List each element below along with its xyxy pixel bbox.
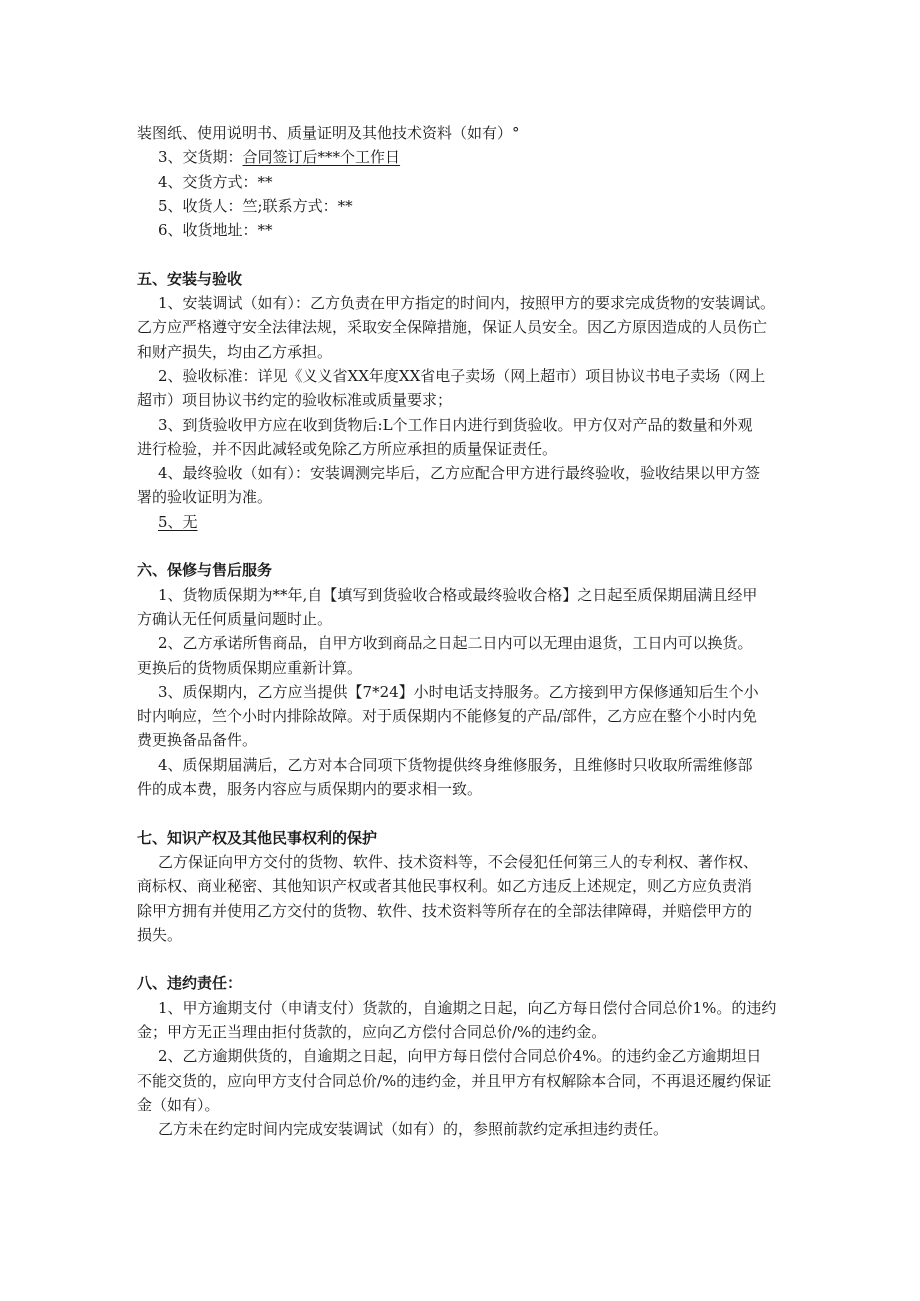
section-heading-liability: 八、违约责任：: [137, 974, 243, 993]
section-heading-ip: 七、知识产权及其他民事权利的保护: [137, 828, 378, 847]
paragraph-line: 除甲方拥有并使用乙方交付的货物、软件、技术资料等所存在的全部法律障碍，并赔偿甲方的: [137, 901, 753, 920]
list-item-none: [137, 510, 794, 534]
paragraph-line: 乙方未在约定时间内完成安装调试（如有）的，参照前款约定承担违约责任。: [158, 1120, 669, 1139]
paragraph-line: 1、安装调试（如有）：乙方负责在甲方指定的时间内，按照甲方的要求完成货物的安装调试。: [158, 294, 776, 313]
paragraph-line: 乙方应严格遵守安全法律法规，采取安全保障措施，保证人员安全。因乙方原因造成的人员伤亡: [137, 318, 768, 337]
paragraph-line: 1、货物质保期为**年,自【填写到货验收合格或最终验收合格】之日起至质保期届满且经甲: [158, 585, 758, 604]
delivery-address-item: 6、收货地址：**: [158, 221, 273, 240]
paragraph-line: 署的验收证明为准。: [137, 488, 273, 507]
paragraph-line: 进行检验，并不因此减轻或免除乙方所应承担的质量保证责任。: [137, 439, 558, 458]
paragraph-line: 费更换备品备件。: [137, 731, 258, 750]
delivery-method-item: 4、交货方式：**: [158, 172, 273, 191]
paragraph-line: 时内响应，竺个小时内排除故障。对于质保期内不能修复的产品/部件，乙方应在整个小时内免: [137, 707, 758, 726]
paragraph-line: 乙方保证向甲方交付的货物、软件、技术资料等，不会侵犯任何第三人的专利权、著作权、: [158, 852, 759, 871]
paragraph-line: 2、乙方承诺所售商品，自甲方收到商品之日起二日内可以无理由退货，工日内可以换货。: [158, 634, 753, 653]
delivery-period-item: [137, 145, 794, 169]
paragraph-line: 金（如有）。: [137, 1095, 220, 1114]
paragraph-line: 金；甲方无正当理由拒付货款的，应向乙方偿付合同总价/%的违约金。: [137, 1022, 607, 1041]
paragraph-line: 2、乙方逾期供货的，自逾期之日起，向甲方每日偿付合同总价4%。的违约金乙方逾期坦日: [158, 1047, 762, 1066]
section-heading-installation: 五、安装与验收: [137, 269, 243, 288]
none-item-text: 5、无: [158, 512, 198, 531]
paragraph-line: 损失。: [137, 925, 183, 944]
paragraph-line: 商标权、商业秘密、其他知识产权或者其他民事权利。如乙方违反上述规定，则乙方应负责消: [137, 877, 753, 896]
paragraph-line: 超市）项目协议书约定的验收标准或质量要求；: [137, 391, 453, 410]
paragraph-line: 件的成本费，服务内容应与质保期内的要求相一致。: [137, 780, 483, 799]
paragraph-line: 4、最终验收（如有）：安装调测完毕后，乙方应配合甲方进行最终验收，验收结果以甲方签: [158, 464, 761, 483]
paragraph-line: 方确认无任何质量问题时止。: [137, 609, 333, 628]
delivery-materials-line: 装图纸、使用说明书、质量证明及其他技术资料（如有）°: [137, 124, 520, 142]
paragraph-line: 和财产损失，均由乙方承担。: [137, 342, 333, 361]
section-heading-warranty: 六、保修与售后服务: [137, 561, 273, 580]
paragraph-line: 3、到货验收甲方应在收到货物后:L个工作日内进行到货验收。甲方仅对产品的数量和外观: [158, 415, 753, 434]
paragraph-line: 1、甲方逾期支付（申请支付）货款的，自逾期之日起，向乙方每日偿付合同总价1%。的违约: [158, 998, 777, 1017]
receiver-item: 5、收货人：竺;联系方式：**: [158, 196, 353, 215]
paragraph-line: 4、质保期届满后，乙方对本合同项下货物提供终身维修服务，且维修时只收取所需维修部: [158, 755, 753, 774]
paragraph-line: 更换后的货物质保期应重新计算。: [137, 658, 363, 677]
paragraph-line: 3、质保期内，乙方应当提供【7*24】小时电话支持服务。乙方接到甲方保修通知后生个小: [158, 682, 759, 701]
delivery-period-label: 3、交货期：: [158, 148, 243, 167]
paragraph-line: 不能交货的，应向甲方支付合同总价/%的违约金，并且甲方有权解除本合同，不再退还履约保证: [137, 1071, 772, 1090]
paragraph-line: 2、验收标准：详见《义义省XX年度XX省电子卖场（网上超市）项目协议书电子卖场（网上: [158, 366, 766, 385]
delivery-period-value: 合同签订后***个工作日: [242, 148, 401, 167]
